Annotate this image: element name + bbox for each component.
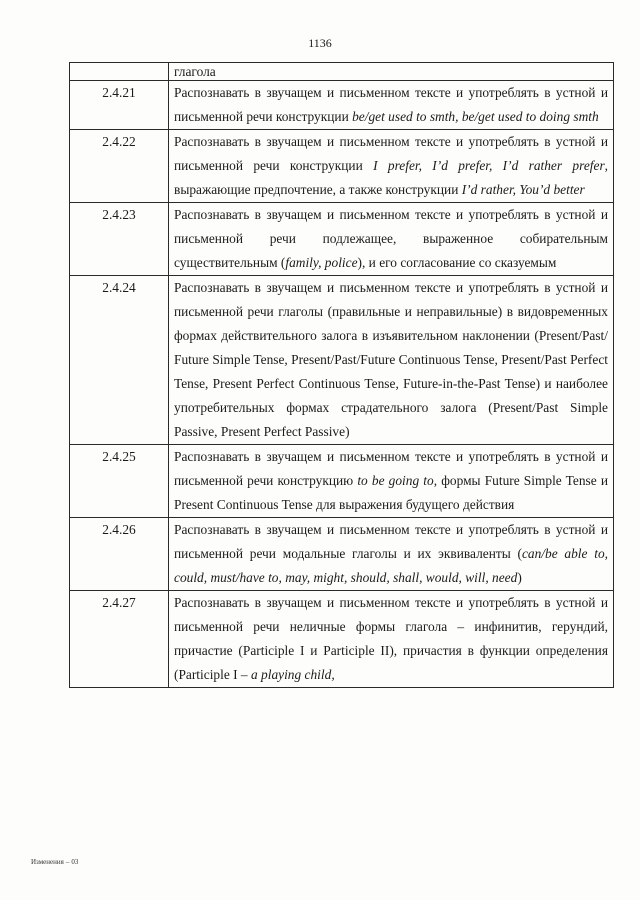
footer: Изменения – 03	[31, 858, 79, 866]
row-code: 2.4.22	[102, 134, 136, 149]
table-row	[70, 445, 614, 518]
row-code: 2.4.25	[102, 449, 136, 464]
footer-label: Изменения	[31, 858, 64, 866]
table-row	[70, 81, 614, 130]
row-code-cell	[70, 63, 169, 81]
row-code: 2.4.26	[102, 522, 136, 537]
page-number: 1136	[308, 36, 332, 50]
row-description: глагола	[169, 63, 614, 81]
row-description: Распознавать в звучащем и письменном тексте и употреблять в устной и письменной речи неличные формы глагола – инфинитив, герундий, причастие (Participle I и Participle II), причастия в функции определения (Participle I – a playing child,	[169, 591, 614, 688]
footer-value: 03	[71, 858, 79, 866]
row-code-cell	[70, 591, 169, 688]
standards-table	[69, 62, 614, 688]
row-code-cell	[70, 518, 169, 591]
row-description: Распознавать в звучащем и письменном тексте и употреблять в устной и письменной речи конструкции be/get used to smth, be/get used to doing smth	[169, 81, 614, 130]
row-code-cell	[70, 81, 169, 130]
table-row	[70, 276, 614, 445]
row-description: Распознавать в звучащем и письменном тексте и употреблять в устной и письменной речи глаголы (правильные и неправильные) в видовременных формах действительного залога в изъявительном наклонении (Present/Past/ Future Simple Tense, Present/Past/Future Continuous Tense, Present/Past Perfect Tense, Present Perfect Continuous Tense, Future-in-the-Past Tense) и наиболее употребительных формах страдательного залога (Present/Past Simple Passive, Present Perfect Passive)	[169, 276, 614, 445]
row-code-cell	[70, 203, 169, 276]
row-description: Распознавать в звучащем и письменном тексте и употреблять в устной и письменной речи подлежащее, выраженное собирательным существительным (family, police), и его согласование со сказуемым	[169, 203, 614, 276]
table-row	[70, 203, 614, 276]
row-code-cell	[70, 276, 169, 445]
row-code-cell	[70, 445, 169, 518]
table-row	[70, 518, 614, 591]
row-code: 2.4.27	[102, 595, 136, 610]
row-description: Распознавать в звучащем и письменном тексте и употреблять в устной и письменной речи конструкции I prefer, I’d prefer, I’d rather prefer, выражающие предпочтение, а также конструкции I’d rather, You’d better	[169, 130, 614, 203]
table-row	[70, 63, 614, 81]
row-code-cell	[70, 130, 169, 203]
table-row	[70, 591, 614, 688]
row-code: 2.4.23	[102, 207, 136, 222]
row-description: Распознавать в звучащем и письменном тексте и употреблять в устной и письменной речи модальные глаголы и их эквиваленты (can/be able to, could, must/have to, may, might, should, shall, would, will, need)	[169, 518, 614, 591]
row-code: 2.4.24	[102, 280, 136, 295]
table-row	[70, 130, 614, 203]
row-description: Распознавать в звучащем и письменном тексте и употреблять в устной и письменной речи конструкцию to be going to, формы Future Simple Tense и Present Continuous Tense для выражения будущего действия	[169, 445, 614, 518]
row-code: 2.4.21	[102, 85, 136, 100]
